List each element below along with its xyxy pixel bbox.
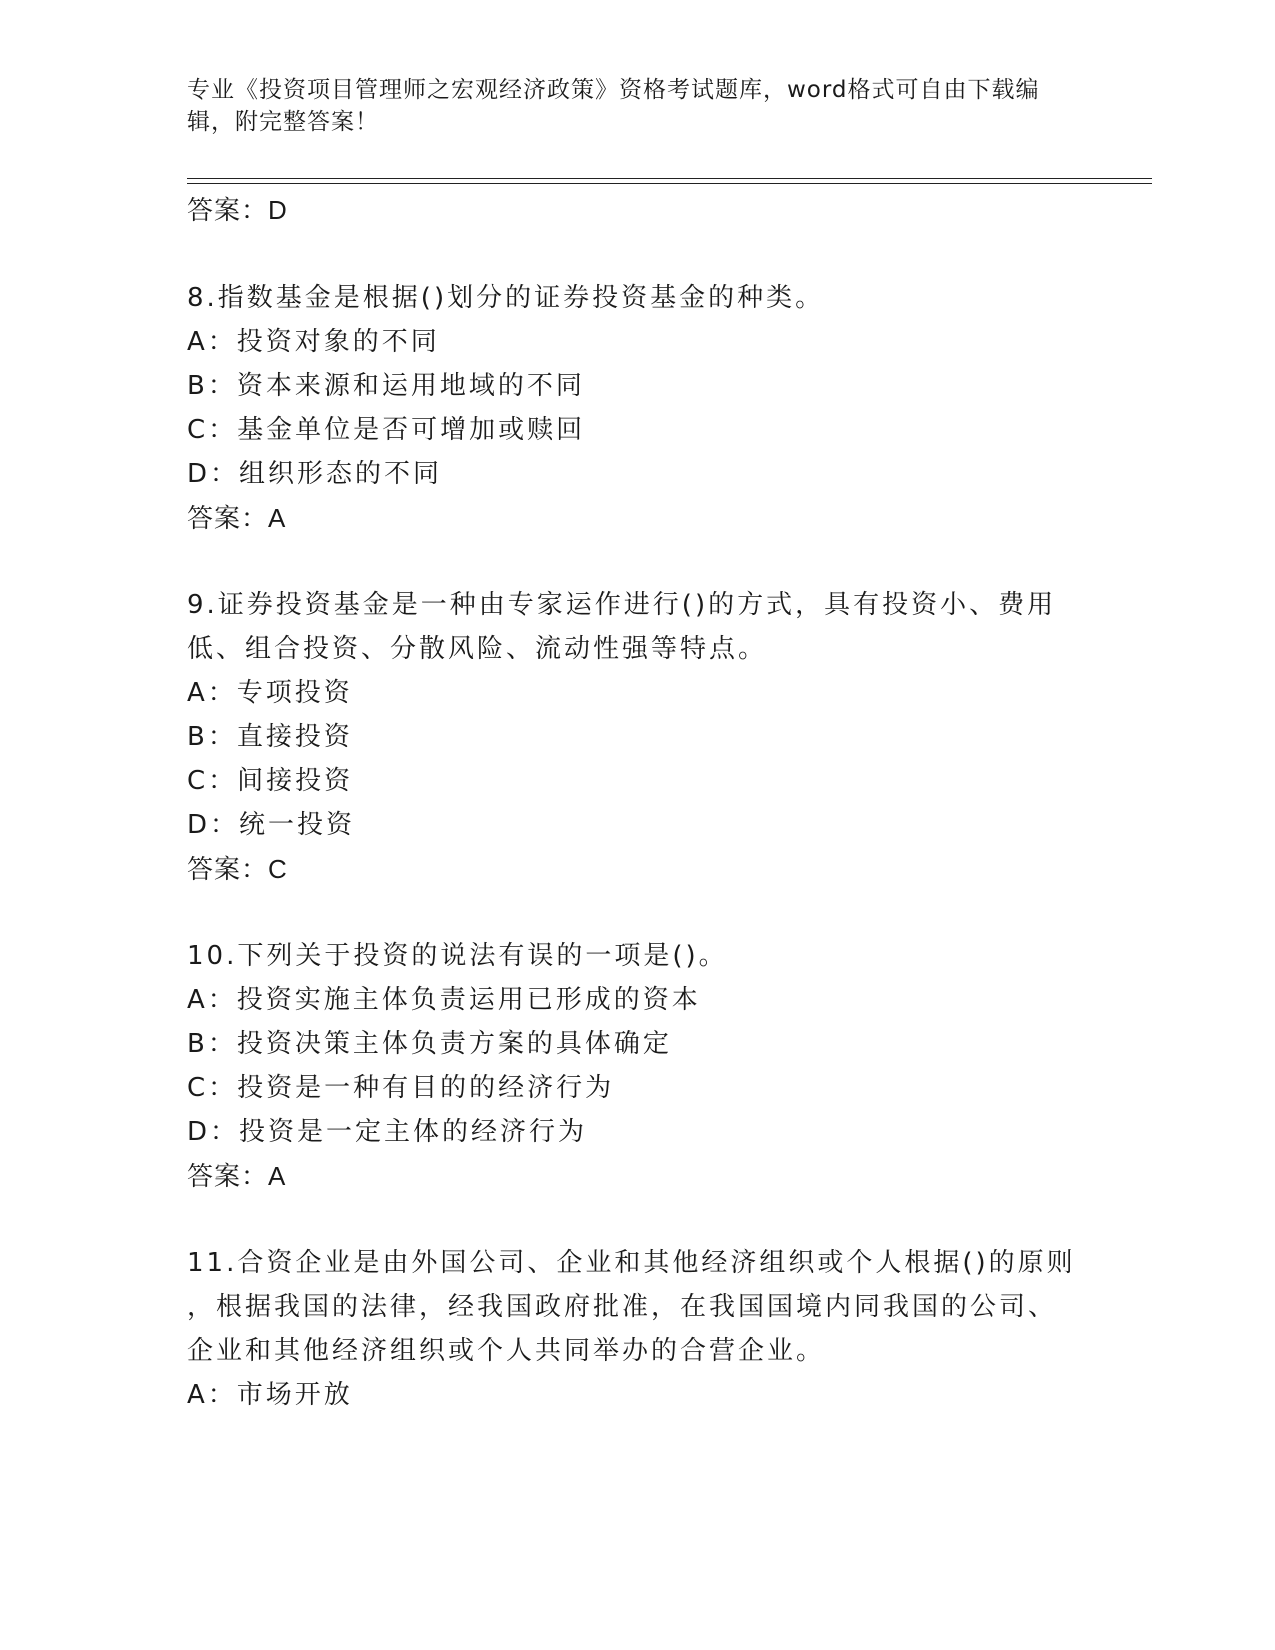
question-9-stem-line-2: 低、组合投资、分散风险、流动性强等特点。 [187,634,768,664]
question-11-stem-line-2: ，根据我国的法律，经我国政府批准，在我国国境内同我国的公司、 [187,1292,1058,1322]
question-11-stem-line-1: 11.合资企业是由外国公司、企业和其他经济组织或个人根据()的原则 [187,1248,1076,1278]
question-8-option-a: A：投资对象的不同 [187,327,440,357]
answer-previous: 答案：D [187,195,288,225]
question-9-option-c: C：间接投资 [187,766,354,796]
header-line-2: 辑，附完整答案！ [187,109,379,135]
question-9-option-d: D：统一投资 [187,810,356,840]
question-9-option-b: B：直接投资 [187,722,353,752]
question-8-option-d: D：组织形态的不同 [187,459,443,489]
question-8-option-c: C：基金单位是否可增加或赎回 [187,415,586,445]
question-9-stem-line-1: 9.证券投资基金是一种由专家运作进行()的方式，具有投资小、费用 [187,590,1057,620]
question-9-answer: 答案：C [187,854,288,884]
question-11-option-a: A：市场开放 [187,1380,353,1410]
question-10-option-d: D：投资是一定主体的经济行为 [187,1117,588,1147]
header-rule-top [187,178,1152,179]
question-10-answer: 答案：A [187,1161,287,1191]
header-line-1: 专业《投资项目管理师之宏观经济政策》资格考试题库，word格式可自由下载编 [187,77,1040,103]
question-10-option-c: C：投资是一种有目的的经济行为 [187,1073,615,1103]
question-8-answer: 答案：A [187,503,287,533]
question-10-option-a: A：投资实施主体负责运用已形成的资本 [187,985,701,1015]
header-rule-bottom [187,183,1152,184]
question-10-stem: 10.下列关于投资的说法有误的一项是()。 [187,941,728,971]
question-8-stem: 8.指数基金是根据()划分的证券投资基金的种类。 [187,283,825,313]
question-9-option-a: A：专项投资 [187,678,353,708]
question-10-option-b: B：投资决策主体负责方案的具体确定 [187,1029,672,1059]
document-header [187,74,1087,138]
question-11-stem-line-3: 企业和其他经济组织或个人共同举办的合营企业。 [187,1336,826,1366]
question-8-option-b: B：资本来源和运用地域的不同 [187,371,585,401]
